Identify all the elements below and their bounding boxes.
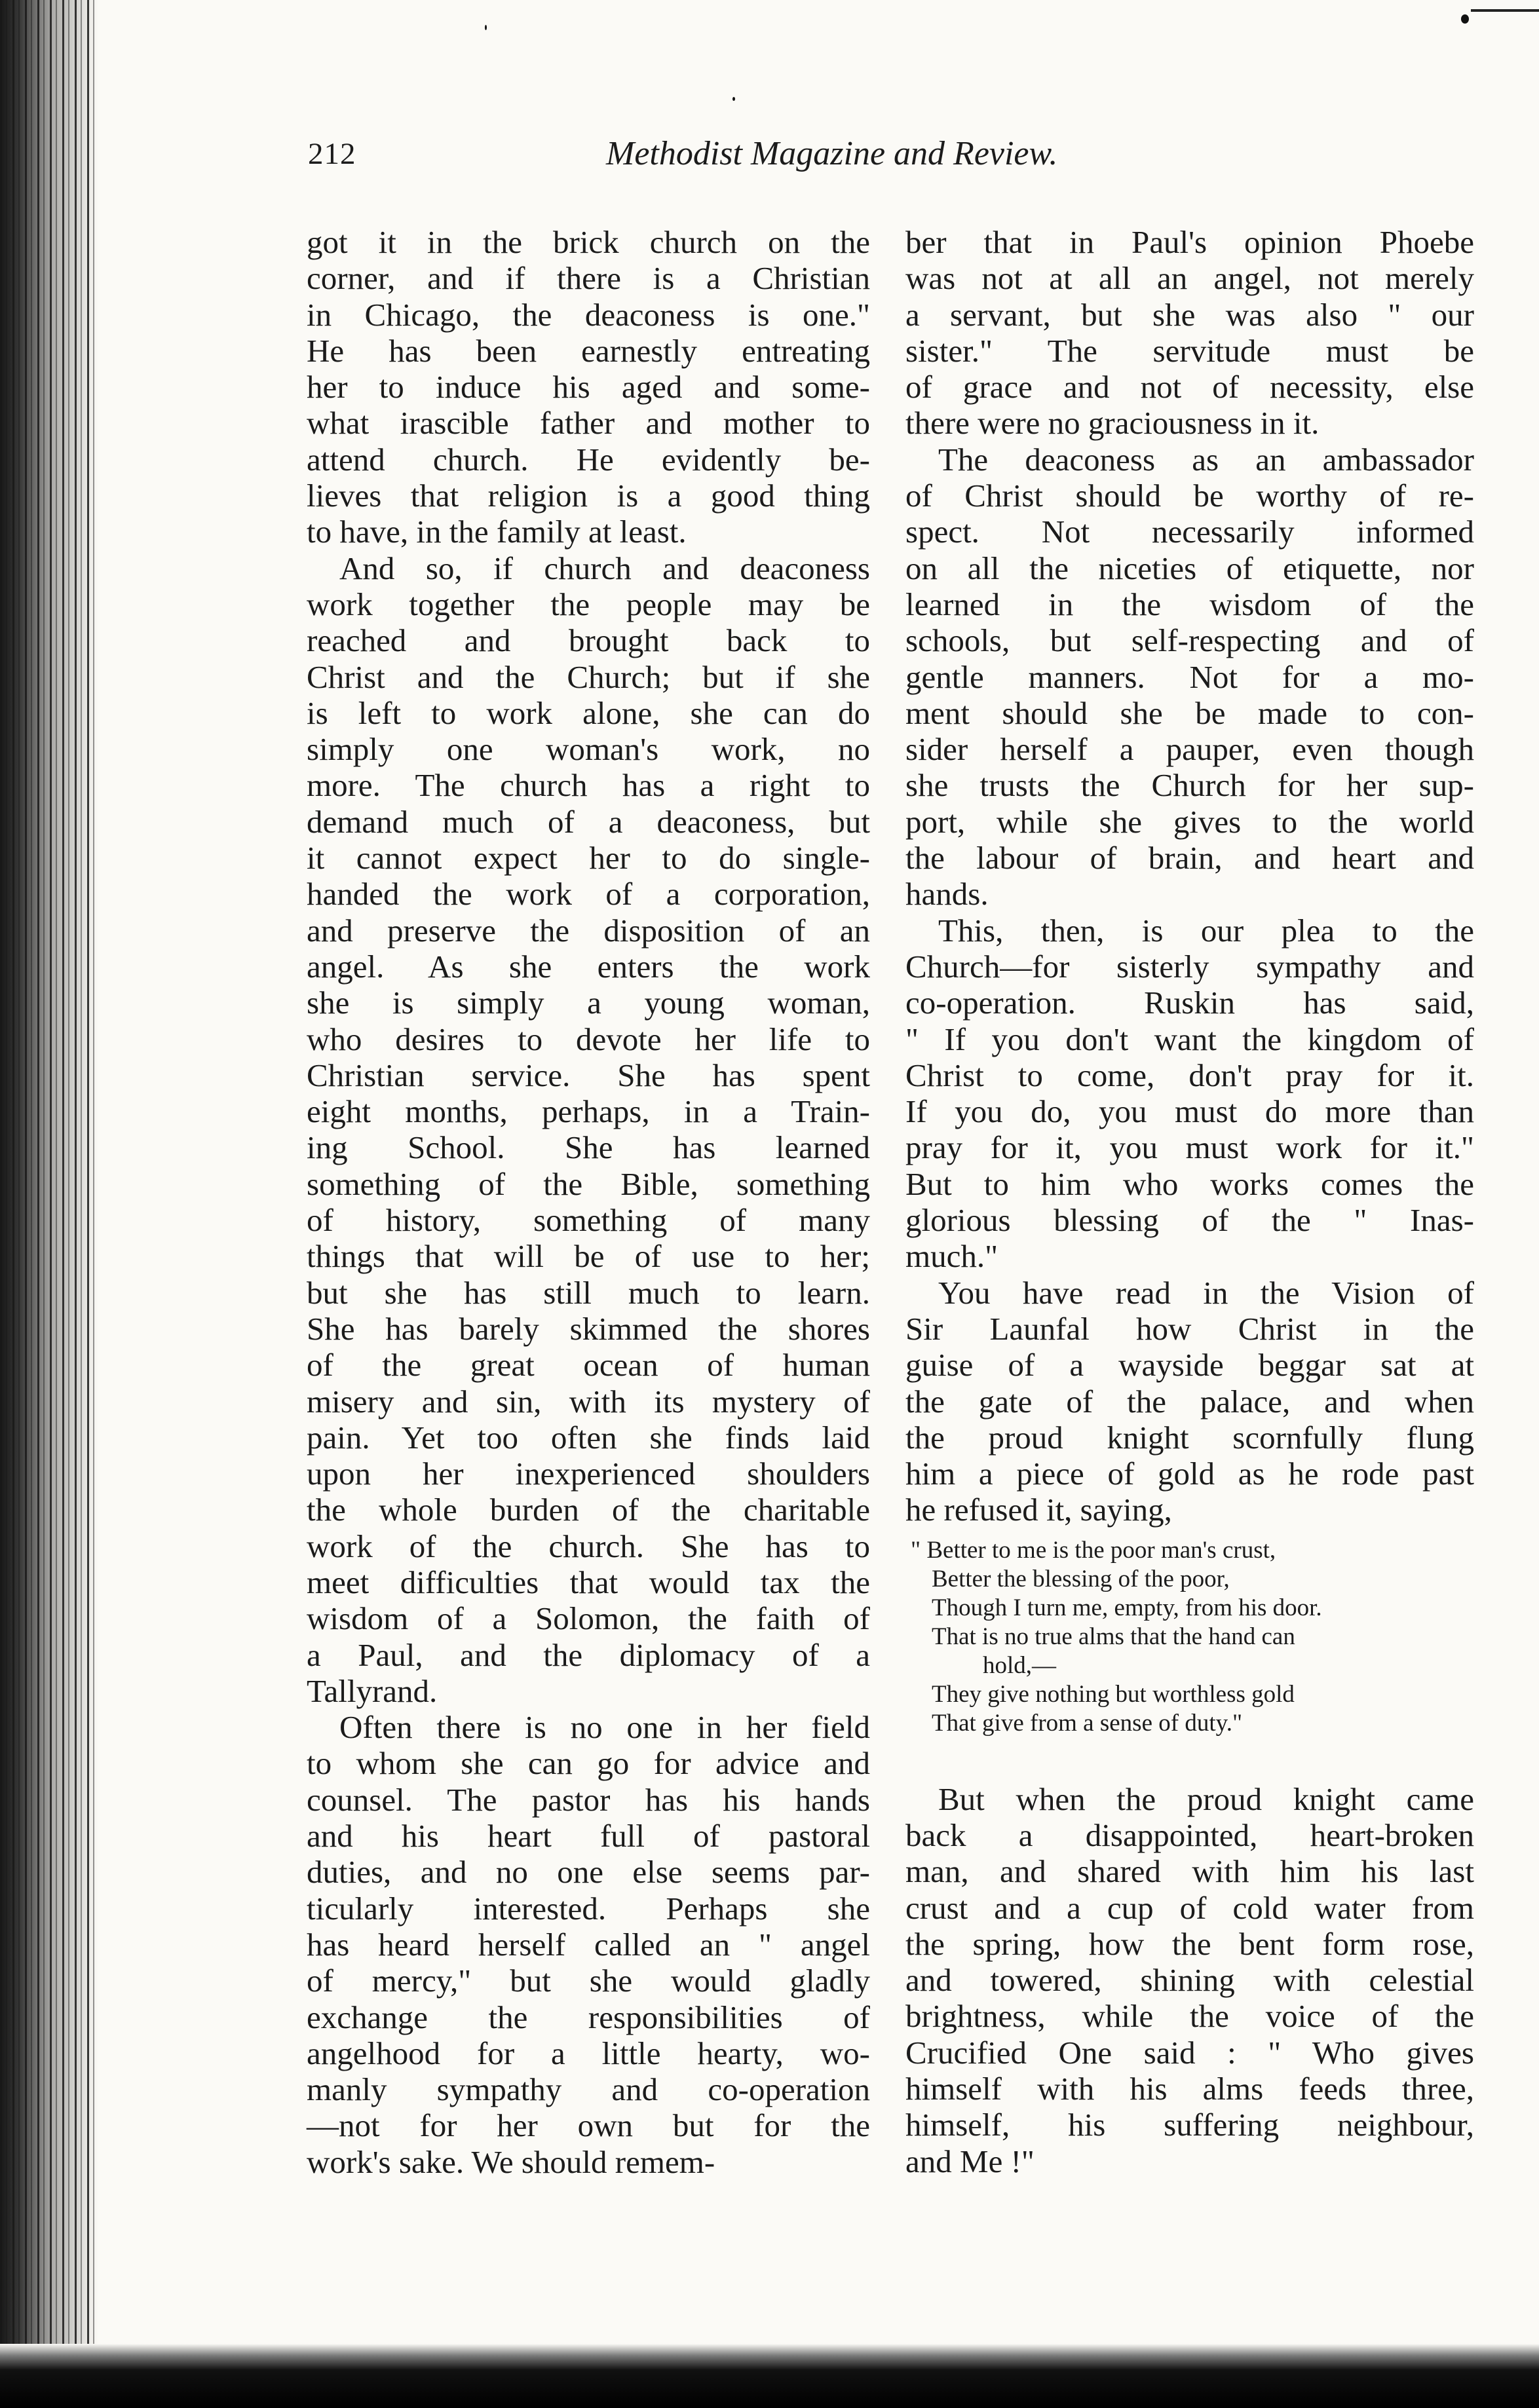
text-line: upon her inexperienced shoulders xyxy=(307,1456,870,1492)
text-line: But when the proud knight came xyxy=(938,1780,1474,1817)
text-line: misery and sin, with its mystery of xyxy=(307,1383,870,1420)
text-line: meet difficulties that would tax the xyxy=(307,1564,870,1600)
text-line: demand much of a deaconess, but xyxy=(307,803,870,840)
text-line: him a piece of gold as he rode past xyxy=(905,1456,1474,1492)
text-line: duties, and no one else seems par- xyxy=(307,1854,870,1891)
text-line: work together the people may be xyxy=(307,586,870,622)
poem-line: " Better to me is the poor man's crust, xyxy=(911,1536,1276,1564)
text-line: handed the work of a corporation, xyxy=(307,876,870,912)
text-line: to have, in the family at least. xyxy=(307,514,687,550)
text-line: the proud knight scornfully flung xyxy=(905,1419,1474,1456)
text-line: sister." The servitude must be xyxy=(905,332,1474,369)
text-line: simply one woman's work, no xyxy=(307,731,870,768)
text-line: Church—for sisterly sympathy and xyxy=(905,948,1474,985)
text-line: the whole burden of the charitable xyxy=(307,1492,870,1528)
text-line: He has been earnestly entreating xyxy=(307,332,870,369)
text-line: corner, and if there is a Christian xyxy=(307,260,870,297)
left-column xyxy=(307,224,870,2180)
text-line: You have read in the Vision of xyxy=(938,1274,1474,1311)
text-line: ing School. She has learned xyxy=(307,1129,870,1166)
ink-speck xyxy=(1461,14,1469,24)
text-line: pain. Yet too often she finds laid xyxy=(307,1419,870,1456)
text-line: lieves that religion is a good thing xyxy=(307,478,870,514)
text-line: a servant, but she was also " our xyxy=(905,296,1474,333)
text-line: what irascible father and mother to xyxy=(307,405,870,442)
text-line: sider herself a pauper, even though xyxy=(905,731,1474,768)
text-line: and Me !" xyxy=(905,2143,1035,2179)
text-line: the labour of brain, and heart and xyxy=(905,840,1474,876)
text-line: She has barely skimmed the shores xyxy=(307,1310,870,1347)
text-line: of the great ocean of human xyxy=(307,1347,870,1383)
text-line: and his heart full of pastoral xyxy=(307,1818,870,1854)
text-line: schools, but self-respecting and of xyxy=(905,622,1474,659)
text-line: Crucified One said : " Who gives xyxy=(905,2034,1474,2071)
text-line: himself with his alms feeds three, xyxy=(905,2071,1474,2107)
text-line: but she has still much to learn. xyxy=(307,1274,870,1311)
text-line: has heard herself called an " angel xyxy=(307,1926,870,1963)
text-line: glorious blessing of the " Inas- xyxy=(905,1202,1474,1239)
text-line: man, and shared with him his last xyxy=(905,1853,1474,1890)
text-line: spect. Not necessarily informed xyxy=(905,514,1474,550)
ink-speck xyxy=(485,25,487,30)
text-line: The deaconess as an ambassador xyxy=(938,441,1474,478)
text-line: Tallyrand. xyxy=(307,1672,438,1709)
page-number: 212 xyxy=(308,137,356,171)
text-line: And so, if church and deaconess xyxy=(339,550,870,586)
text-line: her to induce his aged and some- xyxy=(307,369,870,405)
text-line: wisdom of a Solomon, the faith of xyxy=(307,1600,870,1637)
text-line: Christ to come, don't pray for it. xyxy=(905,1057,1474,1093)
text-line: eight months, perhaps, in a Train- xyxy=(307,1093,870,1130)
text-line: work of the church. She has to xyxy=(307,1528,870,1564)
text-line: Often there is no one in her field xyxy=(339,1709,870,1746)
text-line: angelhood for a little hearty, wo- xyxy=(307,2035,870,2071)
text-line: co-operation. Ruskin has said, xyxy=(905,985,1474,1021)
text-line: is left to work alone, she can do xyxy=(307,694,870,731)
text-line: a Paul, and the diplomacy of a xyxy=(307,1636,870,1673)
text-line: But to him who works comes the xyxy=(905,1165,1474,1202)
text-line: brightness, while the voice of the xyxy=(905,1998,1474,2035)
text-line: " If you don't want the kingdom of xyxy=(905,1021,1474,1057)
text-line: This, then, is our plea to the xyxy=(938,912,1474,949)
text-line: guise of a wayside beggar sat at xyxy=(905,1347,1474,1383)
text-line: himself, his suffering neighbour, xyxy=(905,2107,1474,2143)
poem-line: They give nothing but worthless gold xyxy=(932,1680,1295,1708)
right-column xyxy=(905,224,1474,2179)
text-line: on all the niceties of etiquette, nor xyxy=(905,550,1474,586)
text-line: hands. xyxy=(905,876,989,912)
poem-line: That is no true alms that the hand can xyxy=(932,1623,1295,1650)
text-line: the spring, how the bent form rose, xyxy=(905,1925,1474,1962)
text-line: angel. As she enters the work xyxy=(307,948,870,985)
text-line: the gate of the palace, and when xyxy=(905,1383,1474,1420)
text-line: of grace and not of necessity, else xyxy=(905,369,1474,405)
poem-line: Better the blessing of the poor, xyxy=(932,1565,1230,1592)
text-line: and towered, shining with celestial xyxy=(905,1962,1474,1999)
text-line: it cannot expect her to do single- xyxy=(307,840,870,876)
text-line: much." xyxy=(905,1238,998,1275)
text-line: Sir Launfal how Christ in the xyxy=(905,1310,1474,1347)
text-line: exchange the responsibilities of xyxy=(307,1999,870,2035)
text-line: there were no graciousness in it. xyxy=(905,405,1320,442)
text-line: learned in the wisdom of the xyxy=(905,586,1474,622)
running-title: Methodist Magazine and Review. xyxy=(606,135,1058,172)
text-line: port, while she gives to the world xyxy=(905,803,1474,840)
text-line: manly sympathy and co-operation xyxy=(307,2071,870,2108)
text-line: was not at all an angel, not merely xyxy=(905,260,1474,297)
text-line: of Christ should be worthy of re- xyxy=(905,478,1474,514)
right-text-before-poem xyxy=(905,224,1474,1528)
text-line: ber that in Paul's opinion Phoebe xyxy=(905,224,1474,260)
text-line: back a disappointed, heart-broken xyxy=(905,1816,1474,1853)
text-line: work's sake. We should remem- xyxy=(307,2143,715,2180)
text-line: ment should she be made to con- xyxy=(905,694,1474,731)
text-line: things that will be of use to her; xyxy=(307,1238,870,1275)
text-line: gentle manners. Not for a mo- xyxy=(905,658,1474,695)
text-line: Christ and the Church; but if she xyxy=(307,658,870,695)
text-line: attend church. He evidently be- xyxy=(307,441,870,478)
text-line: to whom she can go for advice and xyxy=(307,1745,870,1782)
text-line: she is simply a young woman, xyxy=(307,985,870,1021)
poem-line: Though I turn me, empty, from his door. xyxy=(932,1594,1322,1621)
text-line: reached and brought back to xyxy=(307,622,870,659)
ink-speck xyxy=(732,97,735,101)
text-line: and preserve the disposition of an xyxy=(307,912,870,949)
text-line: more. The church has a right to xyxy=(307,767,870,804)
text-line: something of the Bible, something xyxy=(307,1165,870,1202)
text-line: crust and a cup of cold water from xyxy=(905,1889,1474,1926)
text-line: of mercy," but she would gladly xyxy=(307,1963,870,1999)
poem-quote xyxy=(905,1536,1448,1738)
text-line: she trusts the Church for her sup- xyxy=(905,767,1474,804)
page-bottom-edge xyxy=(0,2344,1539,2408)
text-line: If you do, you must do more than xyxy=(905,1093,1474,1130)
poem-line: That give from a sense of duty." xyxy=(932,1709,1243,1737)
text-line: of history, something of many xyxy=(307,1202,870,1239)
text-line: got it in the brick church on the xyxy=(307,224,870,260)
book-binding-shadow xyxy=(0,0,98,2408)
text-line: pray for it, you must work for it." xyxy=(905,1129,1474,1166)
text-line: Christian service. She has spent xyxy=(307,1057,870,1093)
text-line: who desires to devote her life to xyxy=(307,1021,870,1057)
right-text-after-poem xyxy=(905,1781,1474,2179)
text-line: counsel. The pastor has his hands xyxy=(307,1781,870,1818)
poem-line: hold,— xyxy=(983,1651,1057,1679)
text-line: in Chicago, the deaconess is one." xyxy=(307,296,870,333)
text-line: he refused it, saying, xyxy=(905,1492,1172,1528)
text-line: —not for her own but for the xyxy=(307,2107,870,2144)
text-line: ticularly interested. Perhaps she xyxy=(307,1890,870,1927)
top-edge-rule xyxy=(1471,9,1539,12)
